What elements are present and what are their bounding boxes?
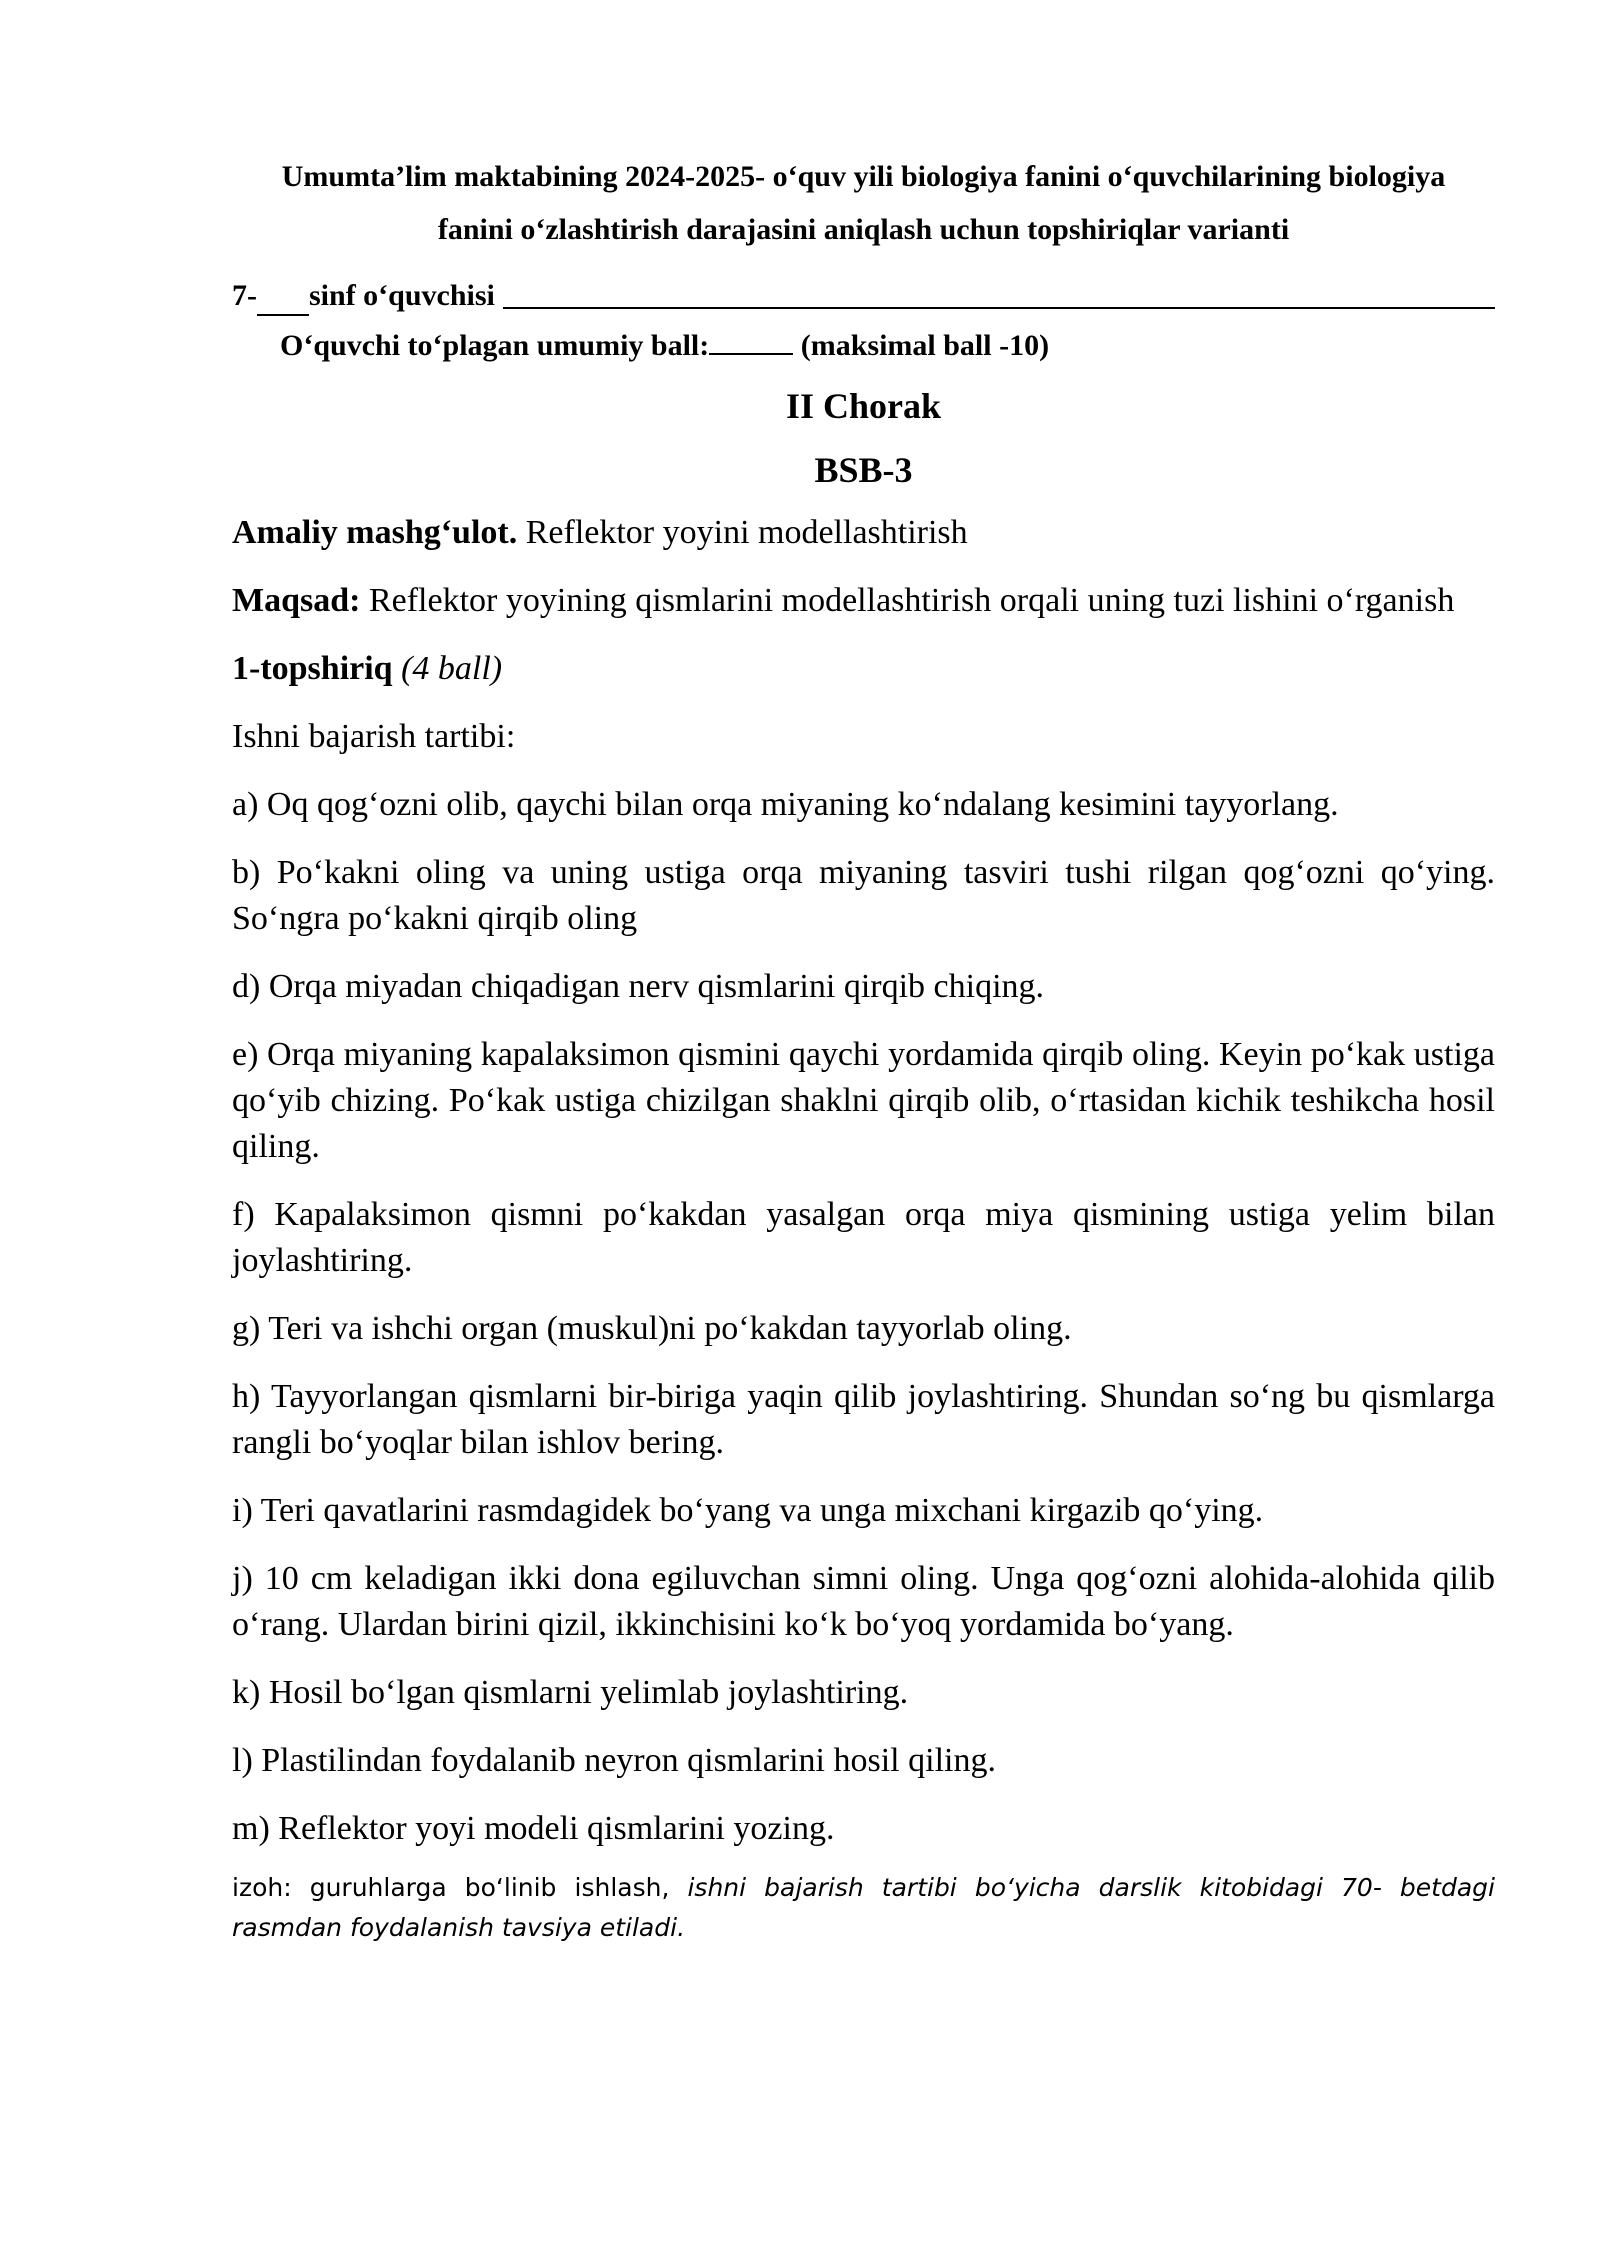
score-label: O‘quvchi to‘plagan umumiy ball: xyxy=(280,329,710,362)
quarter-heading: II Chorak xyxy=(785,386,942,426)
goal-paragraph xyxy=(232,578,1495,624)
header-line-2: fanini o‘zlashtirish darajasini aniqlash uchun topshiriqlar varianti xyxy=(437,213,1290,246)
grade-blank xyxy=(257,292,309,316)
step-item: m) Reflektor yoyi modeli qismlarini yozing. xyxy=(232,1810,835,1847)
goal-text: Reflektor yoyining qismlarini modellashtirish orqali uning tuzi lishini o‘rganish xyxy=(368,582,1455,619)
step-item: f) Kapalaksimon qismni po‘kakdan yasalgan orqa miya qismining ustiga yelim bilan joylashtiring. xyxy=(232,1196,1495,1279)
header-title xyxy=(232,150,1495,256)
code-heading: BSB-3 xyxy=(814,450,913,490)
practical-line xyxy=(232,510,1495,556)
note-italic: ishni bajarish tartibi bo‘yicha darslik kitobidagi 70- betdagi rasmdan foydalanish tavsiya etiladi. xyxy=(232,1873,1495,1942)
task-label: 1-topshiriq xyxy=(232,650,393,687)
grade-prefix: 7- xyxy=(232,279,257,312)
step-item: d) Orqa miyadan chiqadigan nerv qismlarini qirqib chiqing. xyxy=(232,968,1045,1005)
practical-label: Amaliy mashg‘ulot. xyxy=(232,514,518,551)
procedure-title: Ishni bajarish tartibi: xyxy=(232,718,516,755)
practical-text: Reflektor yoyini modellashtirish xyxy=(525,514,968,551)
step-item: e) Orqa miyaning kapalaksimon qismini qaychi yordamida qirqib oling. Keyin po‘kak ustiga qo‘yib chizing. Po‘kak ustiga chizilgan shaklni qirqib olib, o‘rtasidan kichik teshikcha hosil qiling. xyxy=(232,1036,1495,1165)
goal-label: Maqsad: xyxy=(232,582,361,619)
note-paragraph xyxy=(232,1868,1495,1948)
document-content xyxy=(232,150,1495,1948)
score-blank xyxy=(709,331,793,355)
step-item: i) Teri qavatlarini rasmdagidek bo‘yang va unga mixchani kirgazib qo‘ying. xyxy=(232,1492,1264,1529)
step-item: g) Teri va ishchi organ (muskul)ni po‘kakdan tayyorlab oling. xyxy=(232,1310,1072,1347)
task-points: (4 ball) xyxy=(401,650,503,687)
score-line xyxy=(280,326,1495,366)
note-lead: izoh: guruhlarga bo‘linib ishlash, xyxy=(232,1873,670,1902)
step-item: l) Plastilindan foydalanib neyron qismlarini hosil qiling. xyxy=(232,1742,996,1779)
step-item: b) Po‘kakni oling va uning ustiga orqa miyaning tasviri tushi rilgan qog‘ozni qo‘ying. So‘ngra po‘kakni qirqib oling xyxy=(232,854,1495,937)
task-heading xyxy=(232,646,1495,692)
score-max: (maksimal ball -10) xyxy=(800,329,1050,362)
step-item: h) Tayyorlangan qismlarni bir-biriga yaqin qilib joylashtiring. Shundan so‘ng bu qismlarga rangli bo‘yoqlar bilan ishlov bering. xyxy=(232,1378,1495,1461)
step-item: k) Hosil bo‘lgan qismlarni yelimlab joylashtiring. xyxy=(232,1674,909,1711)
student-label: sinf o‘quvchisi xyxy=(309,279,495,312)
header-line-1: Umumta’lim maktabining 2024-2025- o‘quv yili biologiya fanini o‘quvchilarining biologiya xyxy=(281,160,1446,193)
student-line xyxy=(232,276,1495,316)
step-item: a) Oq qog‘ozni olib, qaychi bilan orqa miyaning ko‘ndalang kesimini tayyorlang. xyxy=(232,786,1339,823)
step-item: j) 10 cm keladigan ikki dona egiluvchan simni oling. Unga qog‘ozni alohida-alohida qilib o‘rang. Ulardan birini qizil, ikkinchisini ko‘k bo‘yoq yordamida bo‘yang. xyxy=(232,1560,1495,1643)
student-name-blank xyxy=(503,277,1495,309)
